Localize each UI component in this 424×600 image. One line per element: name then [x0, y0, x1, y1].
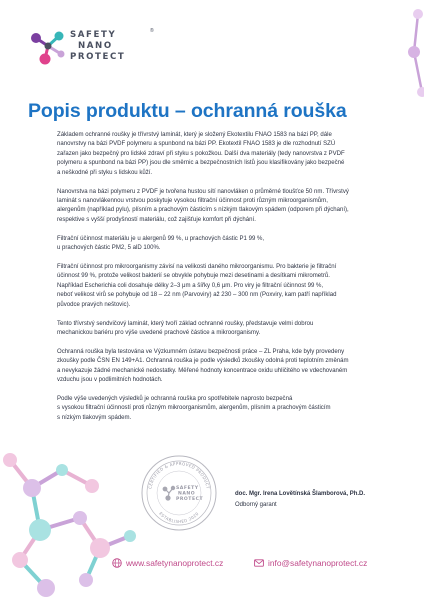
registered-mark: ® [150, 28, 154, 34]
paragraph-4 [57, 263, 373, 310]
paragraph-line: Nanovrstva na bázi polymeru z PVDF je tvořena hustou sítí nanovláken o průměrné tloušťce 50 nm. Třívrstvý [57, 188, 349, 195]
paragraph-2 [57, 188, 373, 226]
brand-line-2: NANO [78, 41, 113, 51]
paragraph-line: Ochranná rouška byla testována ve Výzkumném ústavu bezpečnosti práce – ZL Praha, kde byly provedeny [57, 348, 345, 355]
paragraph-line: zkoušky podle ČSN EN 149+A1. Ochranná rouška je podle výsledků zkoušky odolná proti teplotním změnám [57, 358, 349, 365]
paragraph-line: Podle výše uvedených výsledků je ochranná rouška pro spotřebitele naprosto bezpečná [57, 395, 293, 402]
paragraph-line: neboť velikost virů se pohybuje od 18 – 22 nm (Parvoviry) až 230 – 300 nm (Poxviry, kam patří například [57, 292, 337, 299]
paragraph-line: a neškodné při styku s lidskou kůží. [57, 169, 153, 176]
molecule-logo-icon [28, 26, 68, 66]
paragraph-5 [57, 320, 373, 339]
svg-text:ESTABLISHED 2020 [158, 511, 199, 524]
paragraph-line: a nevykazuje žádné mechanické nedostatky. Měřené hodnoty koncentrace oxidu uhličitého ve vdechovaném [57, 367, 348, 374]
footer-website-link[interactable] [112, 558, 223, 568]
paragraph-line: účinnost 99 %, protože velikost bakterií se obvykle pohybuje mezi desetinami a desítkami mikrometrů. [57, 273, 330, 280]
page-title: Popis produktu – ochranná rouška [28, 100, 347, 122]
paragraph-line: Například Escherichia coli dosahuje délky 2–3 μm a šířky 0,6 μm. Pro viry je filtrační účinnost 99 %, [57, 282, 324, 289]
stamp-bottom-text: ESTABLISHED 2020 [158, 510, 200, 525]
paragraph-line: u prachových částic PM2, 5 alD 100%. [57, 245, 161, 252]
paragraph-line: laminát s nanovlákennou vrstvou poskytuje vysokou filtrační účinnost proti různým mikroorganismům, [57, 197, 328, 204]
brand-line-3: PROTECT [70, 52, 126, 62]
paragraph-line: mechanickou bariéru pro výše uvedené prachové částice a mikroorganismy. [57, 329, 261, 336]
paragraph-7 [57, 395, 373, 423]
paragraph-line: zařazen jako bezpečný pro lidské zdraví při styku s pokožkou. Další dva materiály (tedy nanovrstva z PVDF [57, 150, 345, 157]
paragraph-3 [57, 235, 373, 254]
paragraph-line: nanovrstvy na bázi PVDF polymeru a spunbond na bázi PP. Ekotextil FNAO 1583 je dle rozhodnutí SZÚ [57, 141, 336, 148]
paragraph-line: Základem ochranné roušky je třívrstvý laminát, který je složený Ekotextilu FNAO 1583 na bázi PP, dále [57, 132, 332, 138]
paragraph-line: respektive s vyšší prodyšností materiálu, což zajišťuje komfort při dýchání. [57, 216, 256, 223]
website-text: www.safetynanoprotect.cz [126, 558, 224, 568]
molecule-decoration-top-right [384, 0, 424, 120]
brand-logo [28, 26, 154, 70]
signature-name: doc. Mgr. Irena Lovětínská Šlamborová, Ph.D. [235, 491, 366, 497]
globe-icon [112, 558, 122, 568]
certification-stamp [139, 453, 219, 533]
stamp-line-2: NANO [178, 491, 196, 497]
paragraph-6 [57, 348, 373, 386]
paragraph-line: s nízkým tlakovým spádem. [57, 414, 132, 421]
paragraph-line: alergenům (například pylu), plísním a prachovým částicím s nízkým tlakovým spádem (odporem při dýchaní), [57, 207, 349, 214]
signature-role: Odborný garant [235, 502, 277, 508]
paragraph-line: původce pravých neštovic). [57, 301, 131, 308]
footer-email-link[interactable] [254, 558, 367, 568]
paragraph-line: Tento třívrstvý sendvičový laminát, který tvoří základ ochranné roušky, představuje velmi dobrou [57, 320, 314, 327]
paragraph-line: vzduchu jsou v podlimitních hodnotách. [57, 377, 163, 384]
paragraph-line: Filtrační účinnost materiálu je u alergenů 99 %, u prachových částic P1 99 %, [57, 235, 265, 242]
brand-wordmark [70, 30, 125, 63]
email-text: info@safetynanoprotect.cz [268, 558, 368, 568]
paragraph-line: Filtrační účinnost pro mikroorganismy závisí na velikosti daného mikroorganismu. Pro bakterie je filtrační [57, 263, 337, 270]
brand-line-1: SAFETY [70, 30, 117, 40]
product-description [57, 131, 373, 433]
stamp-molecule-icon [163, 486, 174, 500]
stamp-line-3: PROTECT [176, 497, 204, 502]
paragraph-line: polymeru a spunbond na bázi PP) jsou dle směrnic a bezpečnostních listů jsou klasifikovány jako bezpečné [57, 160, 345, 167]
stamp-line-1: SAFETY [176, 486, 199, 491]
molecule-decoration-bottom-left [0, 440, 150, 600]
paragraph-1 [57, 131, 373, 178]
envelope-icon [254, 558, 264, 568]
stamp-top-text: CERTIFIED & APPROVED PRODUCT [147, 460, 211, 490]
paragraph-line: s vysokou filtrační účinností proti různým mikroorganismům, alergenům, plísním a prachovým částicím [57, 405, 331, 412]
